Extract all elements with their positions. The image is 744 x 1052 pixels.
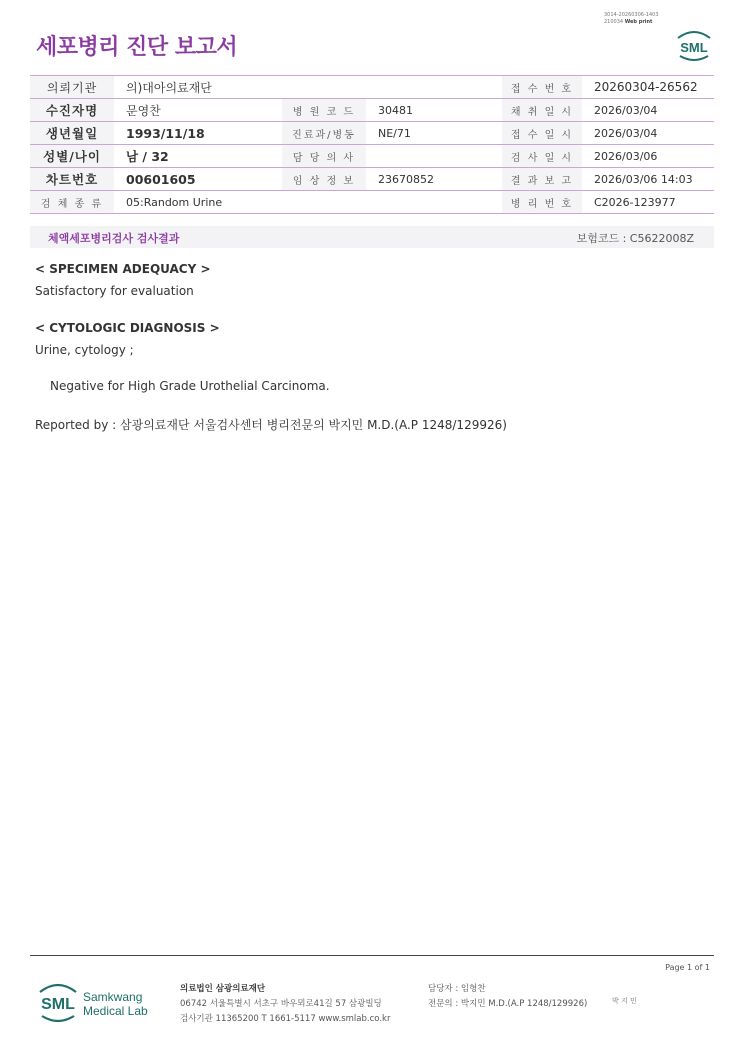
birth-label: 생년월일 (30, 122, 114, 145)
adequacy-text: Satisfactory for evaluation (35, 284, 194, 298)
insurance-code: 보험코드 : C5622008Z (576, 232, 694, 245)
chart-value: 00601605 (114, 168, 282, 191)
report-value: 2026/03/06 14:03 (582, 168, 714, 191)
dept-label: 진료과/병동 (282, 122, 366, 145)
diagnosis-header: < CYTOLOGIC DIAGNOSIS > (35, 321, 220, 335)
doctor-value (366, 145, 502, 168)
page-title: 세포병리 진단 보고서 (36, 35, 238, 60)
svg-text:Samkwang: Samkwang (83, 990, 143, 1004)
patient-info-table (30, 75, 714, 214)
collection-date-value: 2026/03/04 (582, 99, 714, 122)
receipt-date-label: 접 수 일 시 (502, 122, 582, 145)
table-row (30, 145, 714, 168)
org-name: 의료법인 삼광의료재단 (180, 984, 266, 994)
table-row (30, 191, 714, 214)
manager: 담당자 : 임형찬 (428, 984, 486, 994)
patient-label: 수진자명 (30, 99, 114, 122)
org-contact: 검사기관 11365200 T 1661-5117 www.smlab.co.kr (180, 1014, 391, 1024)
svg-text:SML: SML (41, 996, 75, 1013)
birth-value: 1993/11/18 (114, 122, 282, 145)
samkwang-logo-icon (36, 978, 156, 1028)
clinical-value: 23670852 (366, 168, 502, 191)
page-number: Page 1 of 1 (665, 963, 710, 972)
diagnosis-text: Negative for High Grade Urothelial Carcinoma. (50, 379, 330, 393)
table-row (30, 168, 714, 191)
reported-by: Reported by : 삼광의료재단 서울검사센터 병리전문의 박지민 M.D.(A.P 1248/129926) (35, 418, 507, 432)
receipt-date-value: 2026/03/04 (582, 122, 714, 145)
patient-value: 문영찬 (114, 99, 282, 122)
clinical-label: 임 상 정 보 (282, 168, 366, 191)
chart-label: 차트번호 (30, 168, 114, 191)
signature: 박 지 민 (612, 997, 637, 1005)
receipt-no-label: 접 수 번 호 (502, 76, 582, 99)
sml-logo-icon (674, 26, 714, 64)
section-title: 체액세포병리검사 검사결과 (48, 232, 180, 245)
diagnosis-site: Urine, cytology ; (35, 343, 134, 357)
hospital-code-value: 30481 (366, 99, 502, 122)
org-info (180, 982, 390, 1027)
svg-text:SML: SML (680, 40, 708, 55)
test-date-label: 검 사 일 시 (502, 145, 582, 168)
collection-date-label: 채 취 일 시 (502, 99, 582, 122)
footer-divider (30, 955, 714, 956)
print-mode: Web print (624, 19, 653, 25)
svg-text:Medical Lab: Medical Lab (83, 1004, 148, 1018)
pathology-no-value: C2026-123977 (582, 191, 714, 214)
institution-value: 의)대아의료재단 (114, 76, 502, 99)
doctor-label: 담 당 의 사 (282, 145, 366, 168)
table-row (30, 76, 714, 99)
institution-label: 의뢰기관 (30, 76, 114, 99)
result-section-header (30, 226, 714, 248)
table-row (30, 99, 714, 122)
sex-age-label: 성별/나이 (30, 145, 114, 168)
receipt-no-value: 20260304-26562 (582, 76, 714, 99)
hospital-code-label: 병 원 코 드 (282, 99, 366, 122)
sex-age-value: 남 / 32 (114, 145, 282, 168)
document-id: 3014-20260306-1403 210034 Web print (604, 12, 659, 25)
dept-value: NE/71 (366, 122, 502, 145)
org-address: 06742 서울특별시 서초구 바우뫼로41길 57 삼광빌딩 (180, 999, 382, 1009)
adequacy-header: < SPECIMEN ADEQUACY > (35, 262, 211, 276)
pathology-no-label: 병 리 번 호 (502, 191, 582, 214)
test-date-value: 2026/03/06 (582, 145, 714, 168)
staff-info (428, 982, 587, 1012)
report-label: 결 과 보 고 (502, 168, 582, 191)
specialist: 전문의 : 박지민 M.D.(A.P 1248/129926) (428, 999, 588, 1009)
table-row (30, 122, 714, 145)
specimen-label: 검 체 종 류 (30, 191, 114, 214)
specimen-value: 05:Random Urine (114, 191, 502, 214)
